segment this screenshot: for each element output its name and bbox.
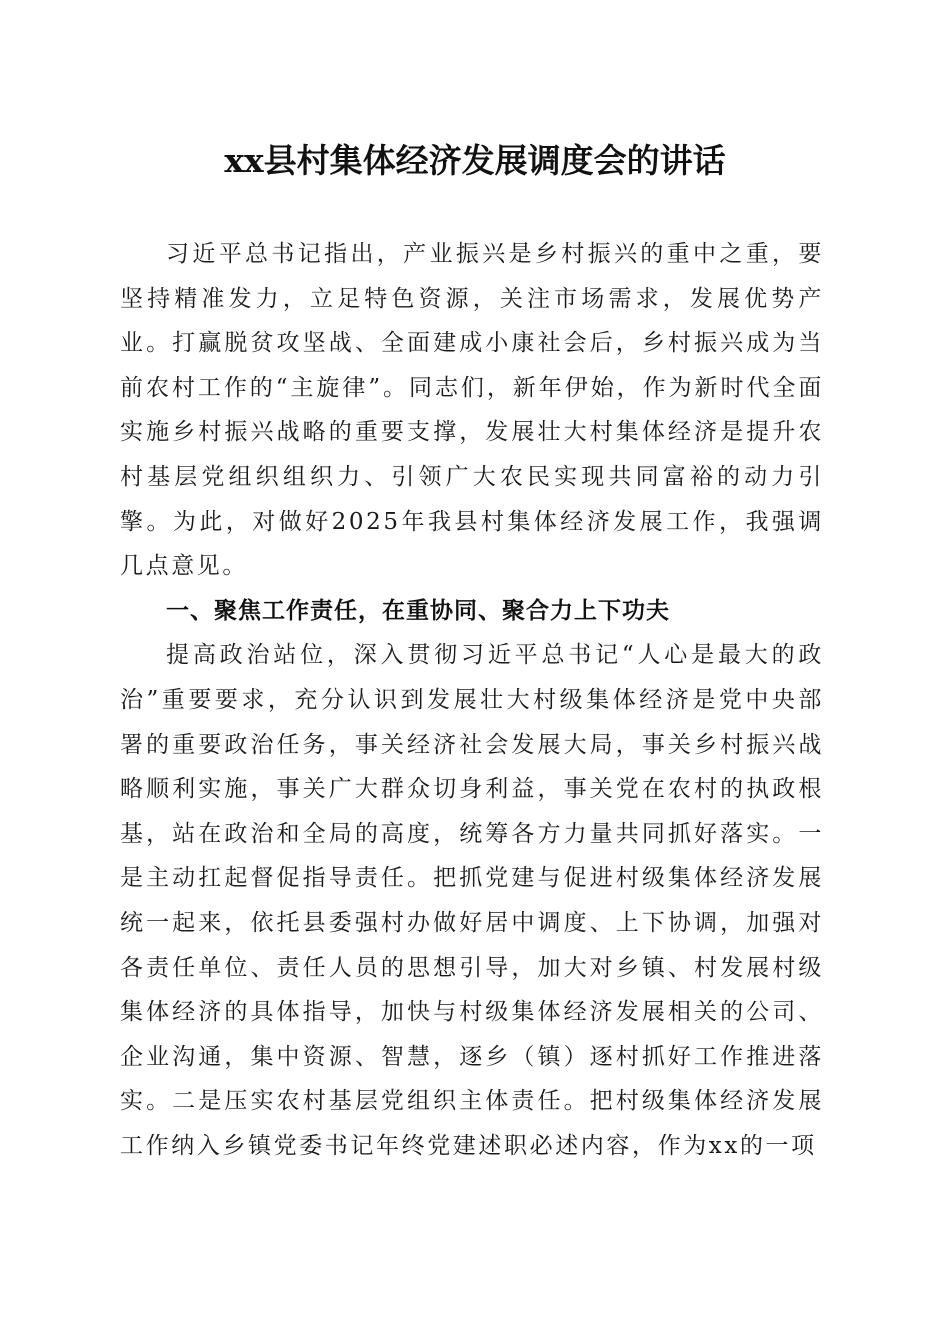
section-1-heading: 一、聚焦工作责任，在重协同、聚合力上下功夫 (166, 597, 670, 624)
intro-paragraph: 习近平总书记指出，产业振兴是乡村振兴的重中之重，要坚持精准发力，立足特色资源，关注市场需求，发展优势产业。打赢脱贫攻坚战、全面建成小康社会后，乡村振兴成为当前农村工作的“主旋律”。同志们，新年伊始，作为新时代全面实施乡村振兴战略的重要支撑，发展壮大村集体经济是提升农村基层党组织组织力、引领广大农民实现共同富裕的动力引擎。为此，对做好2025年我县村集体经济发展工作，我强调几点意见。 (120, 241, 824, 580)
document-body (120, 232, 824, 1168)
document-title: xx县村集体经济发展调度会的讲话 (224, 141, 726, 180)
section-1-paragraph: 提高政治站位，深入贯彻习近平总书记“人心是最大的政治”重要要求，充分认识到发展壮大村级集体经济是党中央部署的重要政治任务，事关经济社会发展大局，事关乡村振兴战略顺利实施，事关广大群众切身利益，事关党在农村的执政根基，站在政治和全局的高度，统筹各方力量共同抓好落实。一是主动扛起督促指导责任。把抓党建与促进村级集体经济发展统一起来，依托县委强村办做好居中调度、上下协调，加强对各责任单位、责任人员的思想引导，加大对乡镇、村发展村级集体经济的具体指导，加快与村级集体经济发展相关的公司、企业沟通，集中资源、智慧，逐乡（镇）逐村抓好工作推进落实。二是压实农村基层党组织主体责任。把村级集体经济发展工作纳入乡镇党委书记年终党建述职必述内容，作为xx的一项 (120, 642, 824, 1159)
